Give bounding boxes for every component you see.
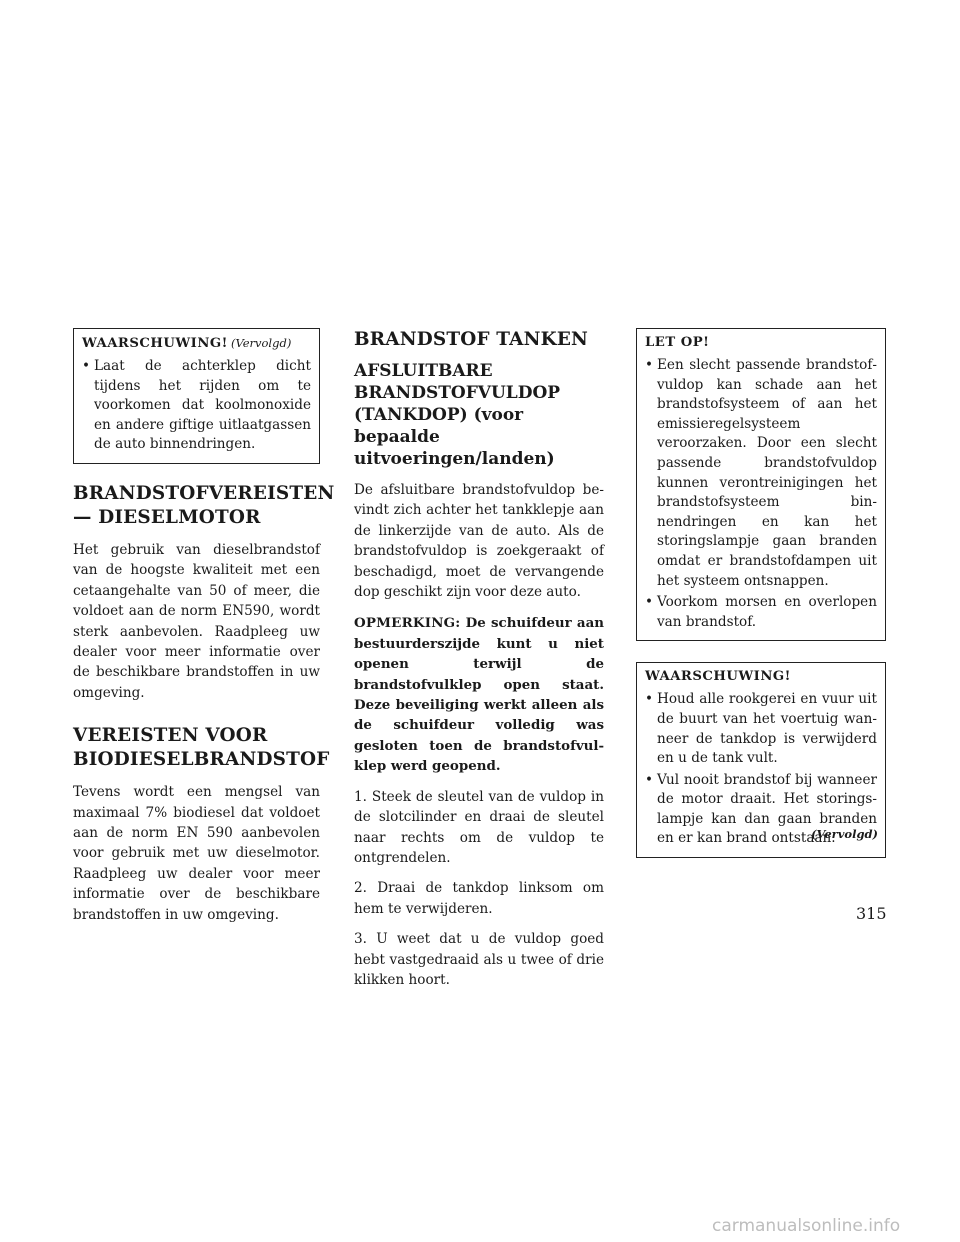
fuel-cap-subheading: AFSLUITBARE BRANDSTOFVULDOP (TANKDOP) (voor bepaalde uitvoeringen/landen) [354,361,561,469]
caution-list [645,356,877,632]
caution-box [636,328,886,641]
warning-title: WAARSCHUWING! [645,669,791,685]
column-right [636,328,886,858]
caution-title: LET OP! [645,335,710,350]
warning-list [645,690,877,849]
continued-footer: (Vervolgd) [811,827,878,841]
list-item: • Voorkom morsen en overlopen van brandstof. [645,593,877,632]
diesel-text: Het gebruik van dieselbrandstof van de hoogste kwaliteit met een cetaangehalte van 50 of meer, die voldoet aan de norm EN590, wordt sterk aanbevolen. Raadpleeg uw dealer voor meer informatie over de beschikbare brandstoffen in uw omgeving. [73,541,320,701]
list-item: • Een slecht passende brandstofvuldop kan schade aan het brandstofsysteem of aan het emissieregelsysteem veroorzaken. Door een slecht passende brandstofvuldop kunnen verontreinigingen het brandstofsysteem binnendringen en kan het storingslampje gaan branden omdat er brandstofdampen uit het systeem ontsnappen. [645,356,877,591]
list-item: • Vul nooit brandstof bij wanneer de motor draait. Het storingslampje kan dan gaan branden en er kan brand ontstaan. [645,771,877,849]
warning-title: WAARSCHUWING! (Vervolgd) [82,336,292,351]
warning-list [82,357,311,455]
column-middle [354,328,604,990]
warning-box-continued [73,328,320,464]
list-item: • Laat de achterklep dicht tijdens het rijden om te voorkomen dat koolmonoxide en andere giftige uitlaatgassen de auto binnendringen. [82,357,311,455]
watermark: carmanualsonline.info [712,1216,901,1236]
diesel-heading: BRANDSTOFVEREISTEN — DIESELMOTOR [73,482,335,528]
step-3: 3. U weet dat u de vuldop goed hebt vastgedraaid als u twee of drie klikken hoort. [354,931,604,988]
note [354,613,604,776]
continued-label: (Vervolgd) [230,336,292,350]
biodiesel-text: Tevens wordt een mengsel van maximaal 7% biodiesel dat voldoet aan de norm EN 590 aanbevolen voor gebruik met uw dieselmotor. Raadpleeg uw dealer voor meer informatie over de beschikbare brandstoffen in uw omgeving. [73,784,320,923]
refuel-heading: BRANDSTOF TANKEN [354,329,589,350]
biodiesel-heading: VEREISTEN VOOR BIODIESELBRANDSTOF [73,725,330,771]
list-item: • Houd alle rookgerei en vuur uit de buurt van het voertuig wanneer de tankdop is verwijderd en u de tank vult. [645,690,877,768]
column-left [73,328,335,925]
step-1: 1. Steek de sleutel van de vuldop in de slotcilinder en draai de sleutel naar rechts om de vuldop te ontgrendelen. [354,788,604,866]
fuel-cap-intro: De afsluitbare brandstofvuldop bevindt zich achter het tankklepje aan de linkerzijde van de auto. Als de brandstofvuldop is zoekgeraakt of beschadigd, moet de vervangende dop geschikt zijn voor deze auto. [354,482,604,601]
page-number: 315 [856,904,887,923]
note-label: OPMERKING: [354,615,461,632]
note-text: De schuifdeur aan bestuurderszijde kunt u niet openen terwijl de brandstofvulklep open staat. Deze beveiliging werkt alleen als de schuifdeur volledig was gesloten toen de brandstofvulklep werd geopend. [354,615,604,775]
step-2: 2. Draai de tankdop linksom om hem te verwijderen. [354,880,604,917]
